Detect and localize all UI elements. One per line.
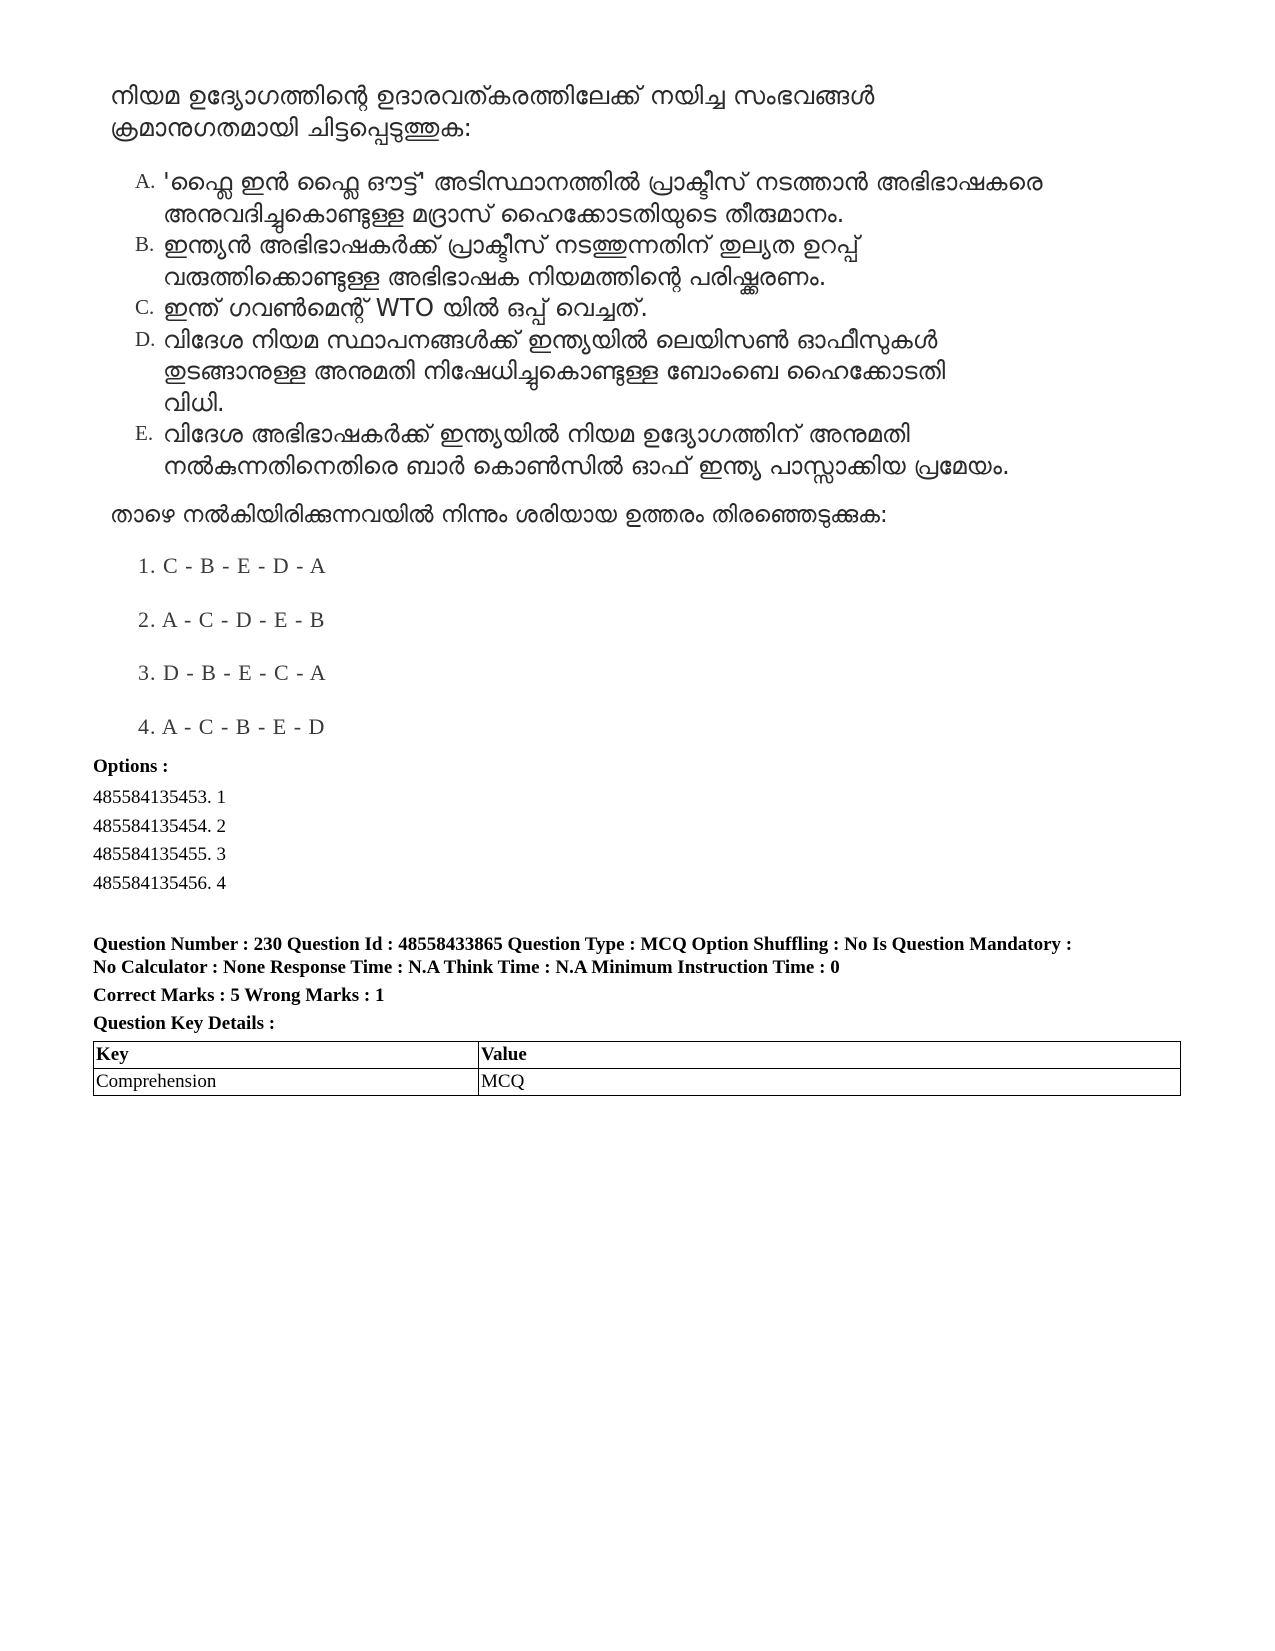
option-id-list xyxy=(93,784,226,898)
statement-e xyxy=(135,418,1135,481)
answer-choice: 3. D - B - E - C - A xyxy=(138,660,327,685)
table-cell: MCQ xyxy=(479,1069,1181,1096)
option-id-item: 485584135453. 1 xyxy=(93,787,226,808)
question-metadata-line: No Calculator : None Response Time : N.A Think Time : N.A Minimum Instruction Time : 0 xyxy=(93,957,840,978)
statement-c xyxy=(135,292,1135,324)
question-stem-line: ക്രമാനുഗതമായി ചിട്ടപ്പെടുത്തുക: xyxy=(110,113,473,142)
statement-line: വിധി. xyxy=(163,387,225,417)
statement-d xyxy=(135,324,1135,419)
table-row xyxy=(94,1069,1181,1096)
option-id-item: 485584135454. 2 xyxy=(93,815,226,837)
key-details-heading: Question Key Details : xyxy=(93,1013,276,1034)
statement-list xyxy=(135,166,1135,481)
statement-line: 'ഫ്ലൈ ഇൻ ഫ്ലൈ ഔട്ട്' അടിസ്ഥാനത്തിൽ പ്രാക്ടീസ് നടത്താൻ അഭിഭാഷകരെ xyxy=(163,167,1043,196)
statement-line: വിദേശ നിയമ സ്ഥാപനങ്ങൾക്ക് ഇന്ത്യയിൽ ലെയിസൺ ഓഫീസുകൾ xyxy=(163,324,938,354)
option-id-item: 485584135455. 3 xyxy=(93,844,226,865)
statement-line: ഇന്ത്യൻ അഭിഭാഷകർക്ക് പ്രാക്ടീസ് നടത്തുന്നതിന് തുല്യത ഉറപ്പ് xyxy=(163,230,860,259)
statement-a xyxy=(135,166,1135,229)
statement-letter: C. xyxy=(135,295,155,319)
question-instruction: താഴെ നൽകിയിരിക്കുന്നവയിൽ നിന്നും ശരിയായ ഉത്തരം തിരഞ്ഞെടുക്കുക: xyxy=(110,502,888,528)
question-stem-line: നിയമ ഉദ്യോഗത്തിന്റെ ഉദാരവത്കരത്തിലേക്ക് നയിച്ച സംഭവങ്ങൾ xyxy=(110,81,875,110)
answer-choice-list xyxy=(138,553,327,767)
statement-letter: E. xyxy=(135,421,154,445)
marks-info: Correct Marks : 5 Wrong Marks : 1 xyxy=(93,985,385,1006)
options-heading: Options : xyxy=(93,756,169,777)
statement-b xyxy=(135,229,1135,292)
key-details-table xyxy=(93,1041,1181,1096)
statement-line: തുടങ്ങാനുള്ള അനുമതി നിഷേധിച്ചുകൊണ്ടുള്ള ബോംബെ ഹൈക്കോടതി xyxy=(163,356,946,385)
option-id-item: 485584135456. 4 xyxy=(93,872,226,894)
table-header-cell: Value xyxy=(479,1042,1181,1069)
answer-choice: 1. C - B - E - D - A xyxy=(138,553,327,578)
statement-letter: D. xyxy=(135,326,156,351)
question-metadata xyxy=(93,933,1183,979)
statement-letter: A. xyxy=(135,169,156,193)
table-cell: Comprehension xyxy=(94,1069,479,1096)
question-metadata-line: Question Number : 230 Question Id : 48558433865 Question Type : MCQ Option Shuffling : No Is Question Mandatory : xyxy=(93,934,1073,955)
statement-line: വിദേശ അഭിഭാഷകർക്ക് ഇന്ത്യയിൽ നിയമ ഉദ്യോഗത്തിന് അനുമതി xyxy=(163,419,910,448)
statement-line: വരുത്തിക്കൊണ്ടുള്ള അഭിഭാഷക നിയമത്തിന്റെ പരിഷ്ക്കരണം. xyxy=(163,261,827,291)
statement-letter: B. xyxy=(135,232,155,256)
question-stem xyxy=(110,80,1130,144)
table-header-row xyxy=(94,1042,1181,1069)
answer-choice: 4. A - C - B - E - D xyxy=(138,713,326,739)
statement-line: ഇന്ത് ഗവൺമെന്റ് WTO യിൽ ഒപ്പ് വെച്ചത്. xyxy=(163,293,649,322)
table-header-cell: Key xyxy=(94,1042,479,1069)
answer-choice: 2. A - C - D - E - B xyxy=(138,606,326,632)
statement-line: നൽകുന്നതിനെതിരെ ബാർ കൊൺസിൽ ഓഫ് ഇന്ത്യ പാസ്സാക്കിയ പ്രമേയം. xyxy=(163,450,1010,480)
statement-line: അനുവദിച്ചുകൊണ്ടുള്ള മദ്രാസ് ഹൈക്കോടതിയുടെ തീരുമാനം. xyxy=(163,198,845,228)
